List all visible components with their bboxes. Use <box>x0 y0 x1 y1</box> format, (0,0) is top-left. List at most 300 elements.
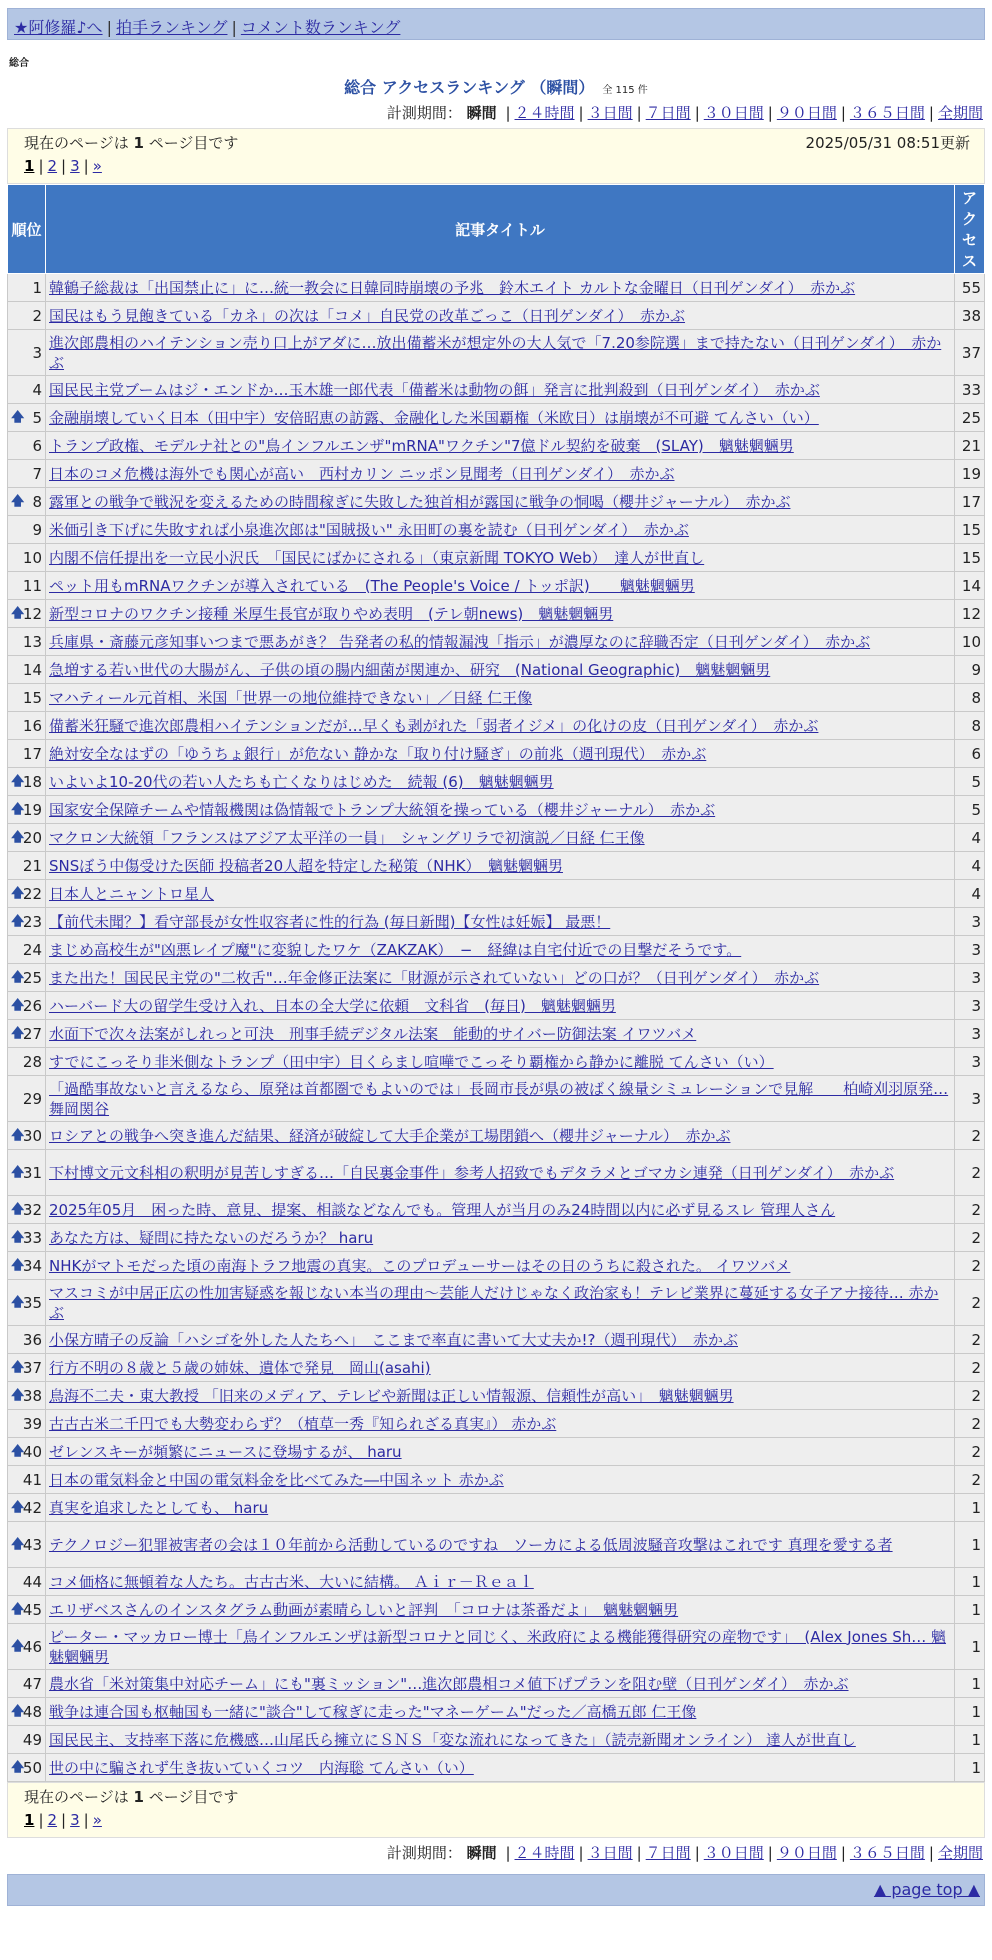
table-row <box>8 1326 985 1354</box>
rank-number: 43 <box>22 1535 42 1554</box>
access-count: 1 <box>955 1624 985 1670</box>
table-row <box>8 488 985 516</box>
rank-cell <box>8 796 46 824</box>
access-count: 3 <box>955 936 985 964</box>
period-option-link[interactable]: ３６５日間 <box>849 1844 925 1862</box>
article-title-link[interactable]: 日本人とニャントロ星人 <box>49 884 215 903</box>
access-count: 3 <box>955 908 985 936</box>
rank-cell <box>8 1698 46 1726</box>
pager-top <box>7 128 985 184</box>
rank-cell <box>8 656 46 684</box>
ranking-table-body <box>8 274 985 1782</box>
rank-cell <box>8 516 46 544</box>
article-title-link[interactable]: マハティール元首相、米国「世界一の地位維持できない」／日経 仁王像 <box>49 688 533 707</box>
period-option-link[interactable]: ３日間 <box>587 104 633 122</box>
rank-cell <box>8 544 46 572</box>
title-cell <box>46 1624 955 1670</box>
rank-number: 50 <box>22 1758 42 1777</box>
title-cell <box>46 376 955 404</box>
rank-up-arrow-icon: 🡅 <box>11 969 25 985</box>
period-separator: | <box>694 104 700 122</box>
article-title-link[interactable]: 新型コロナのワクチン接種 米厚生長官が取りやめ表明 (テレ朝news) 魑魅魍魎男 <box>49 604 614 623</box>
table-row <box>8 1596 985 1624</box>
rank-number: 24 <box>22 940 42 959</box>
article-title-link[interactable]: 米価引き下げに失敗すれば小泉進次郎は"国賊扱い" 永田町の裏を読む（日刊ゲンダイ） 赤かぶ <box>49 520 689 539</box>
rank-cell <box>8 880 46 908</box>
title-cell <box>46 1522 955 1568</box>
access-count: 33 <box>955 376 985 404</box>
rank-cell <box>8 1522 46 1568</box>
table-row <box>8 1122 985 1150</box>
article-title-link[interactable]: ピーター・マッカロー博士「鳥インフルエンザは新型コロナと同じく、米政府による機能獲得研究の産物です」 (Alex Jones Sh… 魑魅魍魎男 <box>49 1627 947 1666</box>
rank-up-arrow-icon: 🡅 <box>11 773 25 789</box>
rank-cell <box>8 1076 46 1122</box>
title-cell <box>46 1726 955 1754</box>
rank-number: 31 <box>22 1163 42 1182</box>
table-row <box>8 1020 985 1048</box>
table-row <box>8 1252 985 1280</box>
rank-number: 48 <box>22 1702 42 1721</box>
rank-cell <box>8 1048 46 1076</box>
pager-link[interactable]: 2 <box>47 157 58 175</box>
access-count: 2 <box>955 1466 985 1494</box>
article-title-link[interactable]: 兵庫県・斎藤元彦知事いつまで悪あがき？ 告発者の私的情報漏洩「指示」が濃厚なのに辞職否定（日刊ゲンダイ） 赤かぶ <box>49 632 871 651</box>
table-row <box>8 684 985 712</box>
article-title-link[interactable]: NHKがマトモだった頃の南海トラフ地震の真実。このプロデューサーはその日のうちに殺された。 イワツバメ <box>49 1256 791 1275</box>
access-count: 1 <box>955 1670 985 1698</box>
article-title-link[interactable]: ハーバード大の留学生受け入れ、日本の全大学に依頼 文科省 (毎日) 魑魅魍魎男 <box>49 996 616 1015</box>
title-cell <box>46 1224 955 1252</box>
article-title-link[interactable]: 鳥海不二夫・東大教授 「旧来のメディア、テレビや新聞は正しい情報源、信頼性が高い」 魑魅魍魎男 <box>49 1386 734 1405</box>
period-option-link[interactable]: 全期間 <box>937 104 983 122</box>
rank-number: 12 <box>22 604 42 623</box>
article-title-link[interactable]: マクロン大統領「フランスはアジア太平洋の一員」 シャングリラで初演説／日経 仁王像 <box>49 828 645 847</box>
rank-number: 34 <box>22 1256 42 1275</box>
table-row <box>8 460 985 488</box>
table-row <box>8 1568 985 1596</box>
title-cell <box>46 1754 955 1782</box>
rank-number: 2 <box>32 306 42 325</box>
title-cell <box>46 544 955 572</box>
access-count: 19 <box>955 460 985 488</box>
table-row <box>8 1754 985 1782</box>
rank-number: 3 <box>32 343 42 362</box>
rank-number: 9 <box>32 520 42 539</box>
rank-up-arrow-icon: 🡅 <box>11 1164 25 1180</box>
article-title-link[interactable]: SNSぼう中傷受けた医師 投稿者20人超を特定した秘策（NHK） 魑魅魍魎男 <box>49 856 563 875</box>
rank-cell <box>8 1466 46 1494</box>
period-separator: | <box>928 1844 934 1862</box>
rank-number: 8 <box>32 492 42 511</box>
period-separator: | <box>505 104 511 122</box>
rank-up-arrow-icon: 🡅 <box>11 801 25 817</box>
article-title-link[interactable]: 備蓄米狂騒で進次郎農相ハイテンションだが…早くも剥がれた「弱者イジメ」の化けの皮（日刊ゲンダイ） 赤かぶ <box>49 716 819 735</box>
table-row <box>8 1076 985 1122</box>
article-title-link[interactable]: いよいよ10-20代の若い人たちも亡くなりはじめた 続報 (6) 魑魅魍魎男 <box>49 772 554 791</box>
rank-cell <box>8 1754 46 1782</box>
title-cell <box>46 1382 955 1410</box>
title-cell <box>46 572 955 600</box>
rank-number: 39 <box>22 1414 42 1433</box>
table-row <box>8 1410 985 1438</box>
rank-up-arrow-icon: 🡅 <box>11 829 25 845</box>
article-title-link[interactable]: 国家安全保障チームや情報機関は偽情報でトランプ大統領を操っている（櫻井ジャーナル） 赤かぶ <box>49 800 716 819</box>
article-title-link[interactable]: 行方不明の８歳と５歳の姉妹、遺体で発見 岡山(asahi) <box>49 1358 431 1377</box>
title-cell <box>46 1596 955 1624</box>
rank-cell <box>8 1354 46 1382</box>
period-separator: | <box>767 1844 773 1862</box>
rank-cell <box>8 1624 46 1670</box>
rank-cell <box>8 740 46 768</box>
period-option-link[interactable]: ７日間 <box>645 1844 691 1862</box>
article-title-link[interactable]: 韓鶴子総裁は「出国禁止に」に…統一教会に日韓同時崩壊の予兆 鈴木エイト カルトな金曜日（日刊ゲンダイ） 赤かぶ <box>49 278 856 297</box>
access-count: 38 <box>955 302 985 330</box>
nav-link-clap-ranking[interactable]: 拍手ランキング <box>115 18 228 37</box>
table-row <box>8 1150 985 1196</box>
period-option-link[interactable]: ３０日間 <box>703 1844 764 1862</box>
table-row <box>8 1048 985 1076</box>
updated-timestamp: 2025/05/31 08:51更新 <box>805 134 970 152</box>
article-title-link[interactable]: エリザベスさんのインスタグラム動画が素晴らしいと評判 「コロナは茶番だよ」 魑魅魍魎男 <box>49 1600 679 1619</box>
table-row <box>8 1466 985 1494</box>
access-count: 2 <box>955 1252 985 1280</box>
title-cell <box>46 684 955 712</box>
pager-separator: | <box>38 157 44 175</box>
column-header-rank: 順位 <box>8 185 46 274</box>
article-title-link[interactable]: すでにこっそり非米側なトランプ（田中宇）目くらまし喧嘩でこっそり覇権から静かに離脱 てんさい（い） <box>49 1052 774 1071</box>
table-row <box>8 516 985 544</box>
table-row <box>8 274 985 302</box>
table-row <box>8 796 985 824</box>
period-separator: | <box>636 1844 642 1862</box>
period-options <box>501 1844 983 1862</box>
rank-number: 44 <box>22 1572 42 1591</box>
rank-cell <box>8 1326 46 1354</box>
article-title-link[interactable]: 国民民主、支持率下落に危機感…山尾氏ら擁立にＳＮＳ「変な流れになってきた」（読売新聞オンライン） 達人が世直し <box>49 1730 856 1749</box>
period-option-link[interactable]: ９０日間 <box>776 104 837 122</box>
article-title-link[interactable]: 水面下で次々法案がしれっと可決 刑事手続デジタル法案 能動的サイバー防御法案 イワツバメ <box>49 1024 697 1043</box>
article-title-link[interactable]: あなた方は、疑問に持たないのだろうか？ haru <box>49 1228 374 1247</box>
table-row <box>8 824 985 852</box>
rank-cell <box>8 330 46 376</box>
period-option-link[interactable]: ９０日間 <box>776 1844 837 1862</box>
pager-suffix: ページ目です <box>148 134 239 152</box>
period-separator: | <box>636 104 642 122</box>
rank-number: 26 <box>22 996 42 1015</box>
title-cell <box>46 712 955 740</box>
rank-cell <box>8 572 46 600</box>
nav-link-home[interactable]: ★阿修羅♪へ <box>14 18 103 37</box>
table-row <box>8 544 985 572</box>
article-title-link[interactable]: また出た！国民民主党の"二枚舌"…年金修正法案に「財源が示されていない」どの口が？（日刊ゲンダイ） 赤かぶ <box>49 968 820 987</box>
rank-cell <box>8 712 46 740</box>
rank-cell <box>8 964 46 992</box>
title-cell <box>46 1354 955 1382</box>
pager-link[interactable]: » <box>92 1811 102 1829</box>
title-cell <box>46 768 955 796</box>
rank-number: 22 <box>22 884 42 903</box>
rank-up-arrow-icon: 🡅 <box>11 1127 25 1143</box>
period-selector-top <box>7 102 983 124</box>
article-title-link[interactable]: 日本のコメ危機は海外でも関心が高い 西村カリン ニッポン見聞考（日刊ゲンダイ） 赤かぶ <box>49 464 675 483</box>
title-cell <box>46 1280 955 1326</box>
table-row <box>8 1726 985 1754</box>
access-count: 1 <box>955 1698 985 1726</box>
access-count: 2 <box>955 1326 985 1354</box>
article-title-link[interactable]: 内閣不信任提出を一立民小沢氏 「国民にばかにされる」（東京新聞 TOKYO Web） 達人が世直し <box>49 548 705 567</box>
rank-number: 29 <box>22 1089 42 1108</box>
top-nav-bar <box>7 8 985 40</box>
title-cell <box>46 432 955 460</box>
article-title-link[interactable]: ロシアとの戦争へ突き進んだ結果、経済が破綻して大手企業が工場閉鎖へ（櫻井ジャーナル） 赤かぶ <box>49 1126 731 1145</box>
rank-up-arrow-icon: 🡅 <box>11 885 25 901</box>
rank-cell <box>8 1280 46 1326</box>
rank-number: 23 <box>22 912 42 931</box>
rank-up-arrow-icon: 🡅 <box>11 605 25 621</box>
access-count: 3 <box>955 1076 985 1122</box>
access-count: 5 <box>955 768 985 796</box>
article-title-link[interactable]: 下村博文元文科相の釈明が見苦しすぎる…「自民裏金事件」参考人招致でもデタラメとゴマカシ連発（日刊ゲンダイ） 赤かぶ <box>49 1163 895 1182</box>
rank-number: 14 <box>22 660 42 679</box>
period-option-link[interactable]: ７日間 <box>645 104 691 122</box>
pager-link[interactable]: 2 <box>47 1811 58 1829</box>
total-count: 全 115 件 <box>602 85 648 96</box>
table-row <box>8 768 985 796</box>
pager-links <box>24 1809 970 1833</box>
title-cell <box>46 1252 955 1280</box>
title-cell <box>46 1196 955 1224</box>
nav-link-comment-ranking[interactable]: コメント数ランキング <box>240 18 401 37</box>
table-row <box>8 1196 985 1224</box>
rank-up-arrow-icon: 🡅 <box>11 1359 25 1375</box>
access-count: 15 <box>955 516 985 544</box>
article-title-link[interactable]: 日本の電気料金と中国の電気料金を比べてみた―中国ネット 赤かぶ <box>49 1470 504 1489</box>
title-cell <box>46 908 955 936</box>
rank-number: 16 <box>22 716 42 735</box>
rank-number: 1 <box>32 278 42 297</box>
rank-cell <box>8 1252 46 1280</box>
table-row <box>8 936 985 964</box>
rank-cell <box>8 1726 46 1754</box>
pager-status <box>24 1785 238 1809</box>
table-row <box>8 1438 985 1466</box>
rank-number: 47 <box>22 1674 42 1693</box>
article-title-link[interactable]: 農水省「米対策集中対応チーム」にも"裏ミッション"…進次郎農相コメ値下げプランを阻む壁（日刊ゲンダイ） 赤かぶ <box>49 1674 849 1693</box>
article-title-link[interactable]: 【前代未聞？】看守部長が女性収容者に性的行為 (毎日新聞)【女性は妊娠】 最悪！ <box>49 912 611 931</box>
rank-cell <box>8 600 46 628</box>
access-count: 3 <box>955 992 985 1020</box>
title-cell <box>46 1466 955 1494</box>
pager-prefix: 現在のページは <box>24 1788 129 1806</box>
pager-link-current[interactable]: 1 <box>24 157 35 175</box>
table-header-row <box>8 185 985 274</box>
access-count: 5 <box>955 796 985 824</box>
article-title-link[interactable]: テクノロジー犯罪被害者の会は１０年前から活動しているのですね ソーカによる低周波騒音攻撃はこれです 真理を愛する者 <box>49 1535 893 1554</box>
article-title-link[interactable]: 2025年05月 困った時、意見、提案、相談などなんでも。管理人が当月のみ24時間以内に必ず見るスレ 管理人さん <box>49 1200 836 1219</box>
title-cell <box>46 488 955 516</box>
article-title-link[interactable]: 真実を追求したとしても、 haru <box>49 1498 269 1517</box>
title-cell <box>46 1076 955 1122</box>
access-count: 8 <box>955 684 985 712</box>
title-cell <box>46 1670 955 1698</box>
pager-suffix: ページ目です <box>148 1788 239 1806</box>
rank-up-arrow-icon: 🡅 <box>11 1025 25 1041</box>
rank-number: 35 <box>22 1293 42 1312</box>
period-option-link[interactable]: 全期間 <box>937 1844 983 1862</box>
rank-number: 37 <box>22 1358 42 1377</box>
access-count: 21 <box>955 432 985 460</box>
column-header-title: 記事タイトル <box>46 185 955 274</box>
pager-link[interactable]: 3 <box>70 1811 80 1829</box>
rank-number: 27 <box>22 1024 42 1043</box>
table-row <box>8 712 985 740</box>
pager-separator: | <box>83 1811 89 1829</box>
title-cell <box>46 852 955 880</box>
pager-link[interactable]: 3 <box>70 157 80 175</box>
article-title-link[interactable]: 金融崩壊していく日本（田中宇）安倍昭恵の訪露、金融化した米国覇権（米欧日）は崩壊が不可避 てんさい（い） <box>49 408 819 427</box>
rank-number: 25 <box>22 968 42 987</box>
article-title-link[interactable]: トランプ政権、モデルナ社との"鳥インフルエンザ"mRNA"ワクチン"7億ドル契約を破棄 (SLAY) 魑魅魍魎男 <box>49 436 794 455</box>
column-header-access: アクセス <box>955 185 985 274</box>
rank-cell <box>8 768 46 796</box>
rank-cell <box>8 1596 46 1624</box>
article-title-link[interactable]: 露軍との戦争で戦況を変えるための時間稼ぎに失敗した独首相が露国に戦争の恫喝（櫻井ジャーナル） 赤かぶ <box>49 492 791 511</box>
article-title-link[interactable]: 絶対安全なはずの「ゆうちょ銀行」が危ない 静かな「取り付け騒ぎ」の前兆（週刊現代） 赤かぶ <box>49 744 707 763</box>
article-title-link[interactable]: ペット用もmRNAワクチンが導入されている (The People's Voice / トッポ訳) 魑魅魍魎男 <box>49 576 695 595</box>
table-row <box>8 432 985 460</box>
article-title-link[interactable]: 古古古米二千円でも大勢変わらず？（植草一秀『知られざる真実』） 赤かぶ <box>49 1414 557 1433</box>
access-count: 2 <box>955 1410 985 1438</box>
access-count: 12 <box>955 600 985 628</box>
access-count: 2 <box>955 1196 985 1224</box>
rank-cell <box>8 1670 46 1698</box>
ranking-table <box>7 184 985 1782</box>
title-cell <box>46 1048 955 1076</box>
title-cell <box>46 404 955 432</box>
article-title-link[interactable]: 小保方晴子の反論「ハシゴを外した人たちへ」 ここまで率直に書いて大丈夫か!?（週刊現代） 赤かぶ <box>49 1330 738 1349</box>
pager-separator: | <box>38 1811 44 1829</box>
period-option-link[interactable]: ３０日間 <box>703 104 764 122</box>
rank-number: 45 <box>22 1600 42 1619</box>
period-separator: | <box>505 1844 511 1862</box>
title-cell <box>46 516 955 544</box>
rank-up-arrow-icon: 🡅 <box>11 1201 25 1217</box>
title-cell <box>46 1122 955 1150</box>
rank-cell <box>8 1568 46 1596</box>
period-separator: | <box>578 104 584 122</box>
table-row <box>8 404 985 432</box>
period-option-link[interactable]: ３日間 <box>587 1844 633 1862</box>
article-title-link[interactable]: まじめ高校生が"凶悪レイプ魔"に変貌したワケ（ZAKZAK） − 経緯は自宅付近での目撃だそうです。 <box>49 940 742 959</box>
pager-status <box>24 131 238 155</box>
rank-up-arrow-icon: 🡅 <box>11 913 25 929</box>
period-option-link[interactable]: ２４時間 <box>514 104 575 122</box>
table-row <box>8 992 985 1020</box>
rank-cell <box>8 1382 46 1410</box>
rank-cell <box>8 376 46 404</box>
title-cell <box>46 600 955 628</box>
period-current: 瞬間 <box>466 1844 497 1862</box>
article-title-link[interactable]: ゼレンスキーが頻繁にニュースに登場するが、 haru <box>49 1442 402 1461</box>
rank-cell <box>8 1150 46 1196</box>
article-title-link[interactable]: 世の中に騙されず生き抜いていくコツ 内海聡 てんさい（い） <box>49 1758 474 1777</box>
article-title-link[interactable]: 急増する若い世代の大腸がん、子供の頃の腸内細菌が関連か、研究 (National Geographic) 魑魅魍魎男 <box>49 660 771 679</box>
access-count: 14 <box>955 572 985 600</box>
access-count: 2 <box>955 1280 985 1326</box>
article-title-link[interactable]: 「過酷事故ないと言えるなら、原発は首都圏でもよいのでは」長岡市長が県の被ばく線量シミュレーションで見解 柏崎刈羽原発… 舞岡関谷 <box>49 1079 949 1118</box>
pager-link-current[interactable]: 1 <box>24 1811 35 1829</box>
rank-up-arrow-icon: 🡅 <box>11 1229 25 1245</box>
access-count: 1 <box>955 1568 985 1596</box>
article-title-link[interactable]: 国民はもう見飽きている「カネ」の次は「コメ」自民党の改革ごっこ（日刊ゲンダイ） 赤かぶ <box>49 306 686 325</box>
rank-up-arrow-icon: 🡅 <box>11 997 25 1013</box>
access-count: 2 <box>955 1354 985 1382</box>
page-top-link[interactable]: ▲ page top ▲ <box>873 1880 980 1899</box>
title-cell <box>46 880 955 908</box>
rank-up-arrow-icon: 🡅 <box>11 493 25 509</box>
table-row <box>8 656 985 684</box>
access-count: 17 <box>955 488 985 516</box>
access-count: 1 <box>955 1494 985 1522</box>
title-cell <box>46 824 955 852</box>
rank-number: 17 <box>22 744 42 763</box>
title-cell <box>46 274 955 302</box>
title-cell <box>46 992 955 1020</box>
pager-link[interactable]: » <box>92 157 102 175</box>
access-count: 2 <box>955 1382 985 1410</box>
table-row <box>8 600 985 628</box>
period-option-link[interactable]: ３６５日間 <box>849 104 925 122</box>
table-row <box>8 1280 985 1326</box>
rank-cell <box>8 1438 46 1466</box>
access-count: 15 <box>955 544 985 572</box>
rank-cell <box>8 1494 46 1522</box>
title-cell <box>46 628 955 656</box>
rank-up-arrow-icon: 🡅 <box>11 1257 25 1273</box>
access-count: 3 <box>955 1048 985 1076</box>
article-title-link[interactable]: 国民民主党ブームはジ・エンドか…玉木雄一郎代表「備蓄米は動物の餌」発言に批判殺到（日刊ゲンダイ） 赤かぶ <box>49 380 820 399</box>
access-count: 1 <box>955 1754 985 1782</box>
period-option-link[interactable]: ２４時間 <box>514 1844 575 1862</box>
period-separator: | <box>578 1844 584 1862</box>
rank-up-arrow-icon: 🡅 <box>11 1443 25 1459</box>
period-selector-bottom <box>7 1842 983 1864</box>
rank-cell <box>8 404 46 432</box>
rank-up-arrow-icon: 🡅 <box>11 1294 25 1310</box>
title-cell <box>46 796 955 824</box>
table-row <box>8 302 985 330</box>
rank-up-arrow-icon: 🡅 <box>11 1499 25 1515</box>
title-cell <box>46 1326 955 1354</box>
rank-up-arrow-icon: 🡅 <box>11 1536 25 1552</box>
access-count: 10 <box>955 628 985 656</box>
pager-separator: | <box>61 1811 67 1829</box>
table-row <box>8 1382 985 1410</box>
access-count: 3 <box>955 964 985 992</box>
article-title-link[interactable]: 戦争は連合国も枢軸国も一緒に"談合"して稼ぎに走った"マネーゲーム"だった／高橋五郎 仁王像 <box>49 1702 697 1721</box>
title-cell <box>46 1410 955 1438</box>
article-title-link[interactable]: マスコミが中居正広の性加害疑惑を報じない本当の理由〜芸能人だけじゃなく政治家も！テレビ業界に蔓延する女子アナ接待… 赤かぶ <box>49 1283 939 1322</box>
rank-cell <box>8 432 46 460</box>
ranking-title-row <box>7 75 985 98</box>
rank-number: 11 <box>22 576 42 595</box>
article-title-link[interactable]: 進次郎農相のハイテンション売り口上がアダに…放出備蓄米が想定外の大人気で「7.20参院選」まで持たない（日刊ゲンダイ） 赤かぶ <box>49 333 942 372</box>
period-separator: | <box>840 104 846 122</box>
rank-cell <box>8 992 46 1020</box>
rank-cell <box>8 852 46 880</box>
article-title-link[interactable]: コメ価格に無頓着な人たち。古古古米、大いに結構。 Ａｉｒ－Ｒｅａｌ <box>49 1572 534 1591</box>
access-count: 8 <box>955 712 985 740</box>
